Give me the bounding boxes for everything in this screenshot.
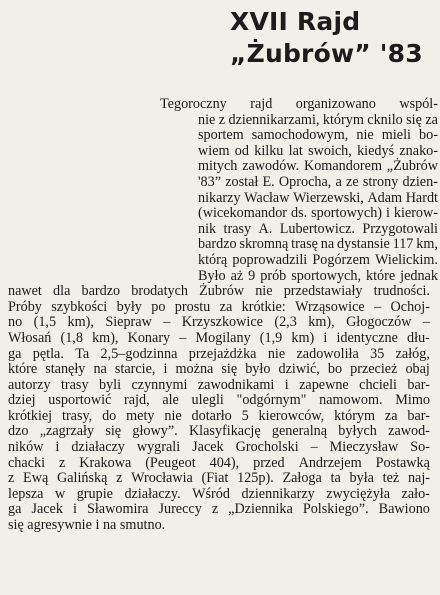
article-line: autorzy trasy byli czynnymi zawodnikami i zapewne chcieli bar-: [8, 376, 430, 393]
article-body: [8, 96, 438, 534]
article-line: '83” został E. Oprocha, a ze strony dzien-: [198, 173, 438, 190]
article-line: którą poprowadzili Pogórzem Wielickim.: [198, 251, 438, 268]
article-line: ników i działaczy wygrali Jacek Grocholski – Mieczysław So-: [8, 439, 430, 456]
article-line: nik trasy A. Lubertowicz. Przygotowali: [198, 220, 438, 237]
title-line-1: XVII Rajd: [230, 7, 361, 36]
article-line: nie z dziennikarzami, którym cknilo się za: [198, 111, 438, 128]
article-line: Było aż 9 prób sportowych, które jednak: [198, 267, 438, 284]
article-line: bardzo skromną trasę na dystansie 117 km,: [198, 236, 438, 253]
article-line: krótkiej trasy, do mety nie dotarło 5 kierowców, którym za bar-: [8, 407, 430, 424]
article-line: nawet dla bardzo brodatych Żubrów nie przedstawiały trudności.: [8, 283, 430, 300]
article-title: [230, 6, 423, 70]
article-line: z Ewą Galińską z Wrocławia (Fiat 125p). Załoga ta była też naj-: [8, 470, 430, 487]
article-line: dzo „zagrzały się głowy”. Klasyfikację generalną byłych zawod-: [8, 423, 430, 440]
article-line: mitych zawodów. Komandorem „Żubrów: [198, 158, 438, 175]
article-line: ga Jacek i Sławomira Jureccy z „Dziennika Polskiego”. Bawiono: [8, 501, 430, 518]
article-line: Tegoroczny rajd organizowano wspól-: [160, 96, 438, 112]
article-line: ga pętla. Ta 2,5–godzinna przejażdżka nie zadowoliła 35 załóg,: [8, 345, 430, 362]
article-line: wiem od kilku lat swoich, kiedyś znako-: [198, 142, 438, 159]
article-line: lepsza w grupie działaczy. Wśród dziennikarzy zwyciężyła zało-: [8, 485, 430, 502]
article-line: Próby szybkości były po prostu za krótkie: Wrząsowice – Ochoj-: [8, 298, 430, 315]
article-line: Włosań (1,8 km), Konary – Mogilany (1,9 km) i identyczne dłu-: [8, 329, 430, 346]
article-line: nikarzy Wacław Wierzewski, Adam Hardt: [198, 189, 438, 206]
article-line: które stanęły na starcie, i można się było dziwić, bo przecież obaj: [8, 361, 430, 378]
article-line: sportem samochodowym, nie mieli bo-: [198, 127, 438, 144]
title-line-2: „Żubrów” '83: [230, 39, 423, 68]
article-line: dziej usportowić rajd, ale ulegli "odgórnym" namowom. Mimo: [8, 392, 430, 409]
article-line: chacki z Krakowa (Peugeot 404), przed Andrzejem Postawką: [8, 454, 430, 471]
article-line: się agresywnie i na smutno.: [8, 517, 166, 534]
article-line: no (1,5 km), Siepraw – Krzyszkowice (2,3 km), Głogoczów –: [8, 314, 430, 331]
article-line: (wicekomandor ds. sportowych) i kierow-: [198, 205, 438, 222]
